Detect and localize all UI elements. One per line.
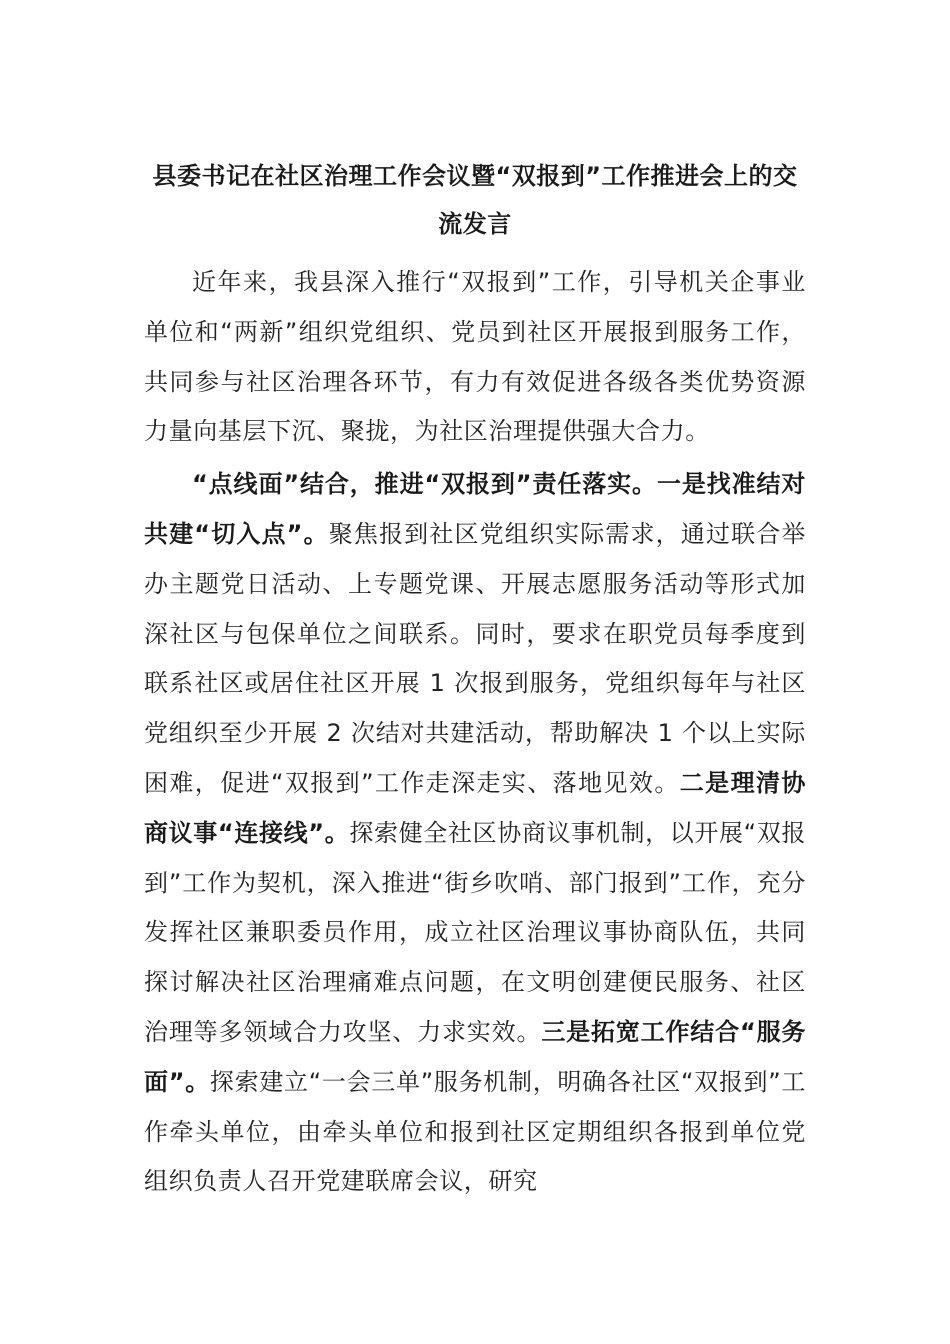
document-body [144, 152, 806, 1207]
point-one-text: 聚焦报到社区党组织实际需求，通过联合举办主题党日活动、上专题党课、开展志愿服务活动等形式加深社区与包保单位之间联系。同时，要求在职党员每季度到联系社区或居住社区开展 1 次报到服务，党组织每年与社区党组织至少开展 2 次结对共建活动，帮助解决 1 个以上实际困难，促进“双报到”工作走深走实、落地见效。 [144, 519, 806, 797]
point-three-text: 探索建立“一会三单”服务机制，明确各社区“双报到”工作牵头单位，由牵头单位和报到社区定期组织各报到单位党组织负责人召开党建联席会议，研究 [144, 1067, 806, 1196]
section-heading: “点线面”结合，推进“双报到”责任落实。 [192, 470, 657, 499]
point-three-title: 三是拓宽工作结合“服务面”。 [144, 1017, 806, 1096]
point-one-title: 一是找准结对共建“切入点”。 [144, 470, 806, 548]
point-two-text: 探索健全社区协商议事机制，以开展“双报到”工作为契机，深入推进“街乡吹哨、部门报到”工作，充分发挥社区兼职委员作用，成立社区治理议事协商队伍，共同探讨解决社区治理痛难点问题，在文明创建便民服务、社区治理等多领域合力攻坚、力求实效。 [144, 818, 806, 1046]
intro-paragraph: 近年来，我县深入推行“双报到”工作，引导机关企事业单位和“两新”组织党组织、党员到社区开展报到服务工作，共同参与社区治理各环节，有力有效促进各级各类优势资源力量向基层下沉、聚拢，为社区治理提供强大合力。 [144, 268, 806, 446]
section-paragraph [144, 460, 806, 1207]
document-title: 县委书记在社区治理工作会议暨“双报到”工作推进会上的交流发言 [152, 162, 798, 238]
point-two-title: 二是理清协商议事“连接线”。 [144, 768, 806, 847]
